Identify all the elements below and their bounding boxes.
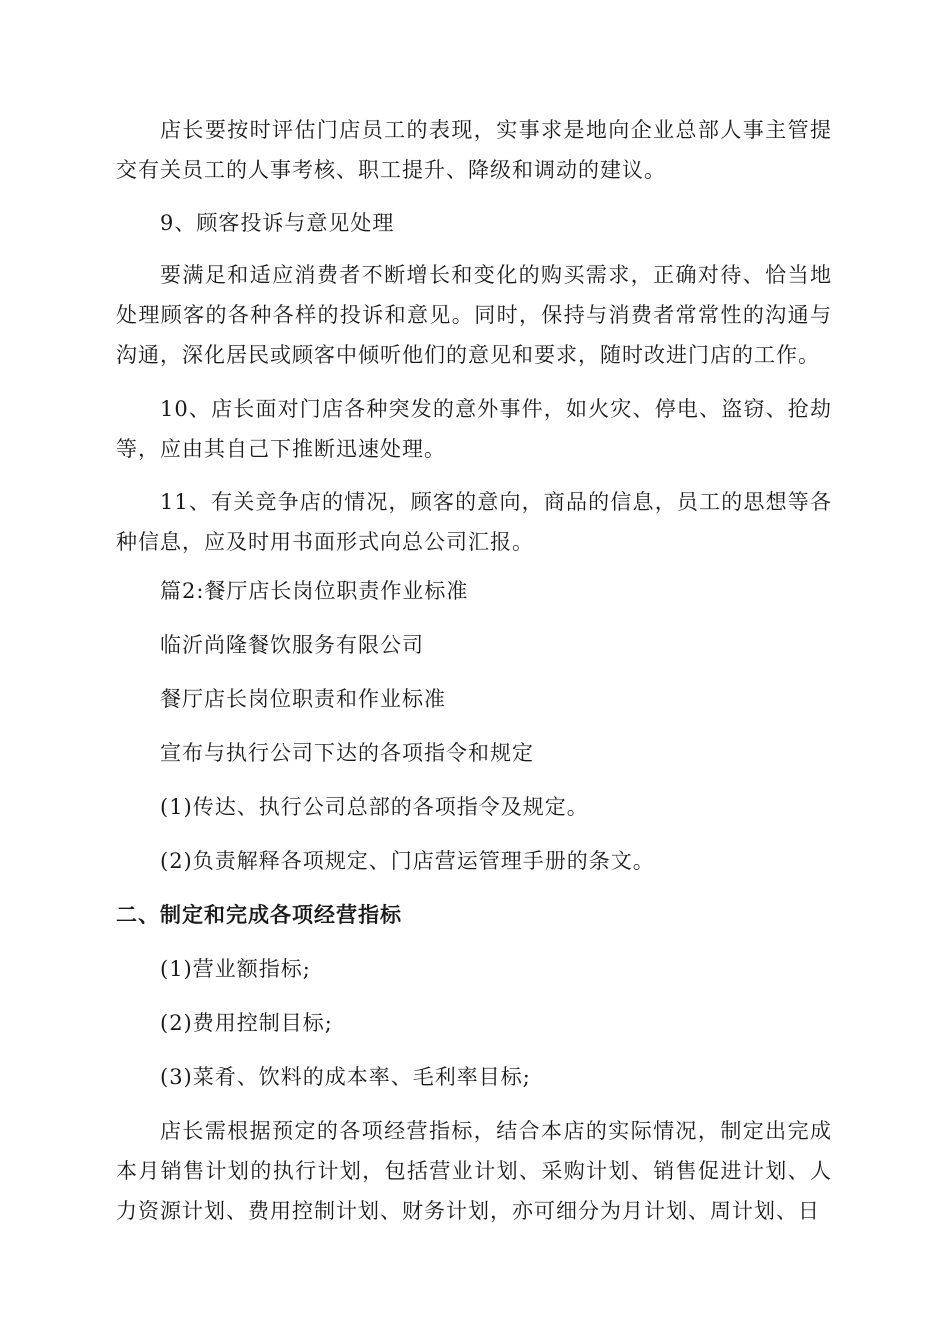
section-announce-execute: 宣布与执行公司下达的各项指令和规定 [160, 741, 534, 765]
paragraph-complaints: 要满足和适应消费者不断增长和变化的购买需求，正确对待、恰当地处理顾客的各种各样的投诉和意见。同时，保持与消费者常常性的沟通与沟通，深化居民或顾客中倾听他们的意见和要求，随时改进门店的工作。 [116, 263, 832, 367]
list-item-2: (2)负责解释各项规定、门店营运管理手册的条文。 [160, 849, 655, 873]
target-item-1: (1)营业额指标; [160, 957, 311, 981]
paragraph-emergencies: 10、店长面对门店各种突发的意外事件，如火灾、停电、盗窃、抢劫等，应由其自己下推断迅速处理。 [116, 397, 832, 461]
company-name: 临沂尚隆餐饮服务有限公司 [160, 633, 424, 657]
section-title-part2: 篇2:餐厅店长岗位职责作业标准 [160, 579, 469, 603]
section-heading-targets: 二、制定和完成各项经营指标 [116, 903, 402, 927]
target-item-2: (2)费用控制目标; [160, 1011, 333, 1035]
paragraph-competition: 11、有关竞争店的情况，顾客的意向，商品的信息，员工的思想等各种信息，应及时用书面形式向总公司汇报。 [116, 490, 832, 554]
heading-complaints: 9、顾客投诉与意见处理 [160, 211, 395, 235]
list-item-1: (1)传达、执行公司总部的各项指令及规定。 [160, 795, 589, 819]
target-item-3: (3)菜肴、饮料的成本率、毛利率目标; [160, 1065, 531, 1089]
document-subtitle: 餐厅店长岗位职责和作业标准 [160, 687, 446, 711]
paragraph-staff-evaluation: 店长要按时评估门店员工的表现，实事求是地向企业总部人事主管提交有关员工的人事考核、职工提升、降级和调动的建议。 [116, 118, 832, 182]
paragraph-plan: 店长需根据预定的各项经营指标，结合本店的实际情况，制定出完成本月销售计划的执行计划，包括营业计划、采购计划、销售促进计划、人力资源计划、费用控制计划、财务计划，亦可细分为月计划、周计划、日 [116, 1119, 832, 1223]
